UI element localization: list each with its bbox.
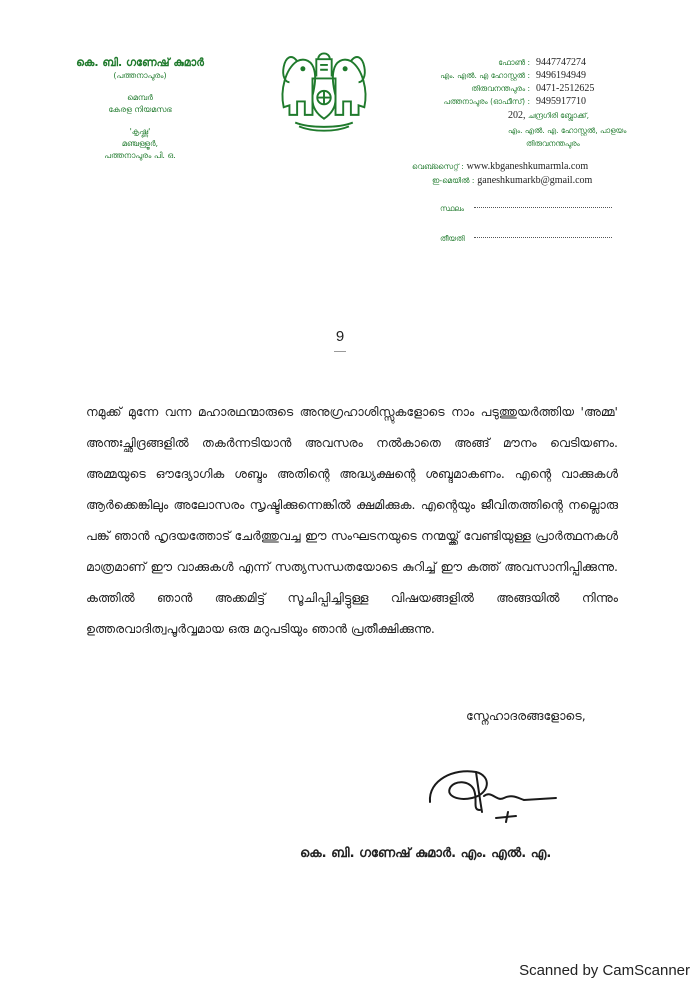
email-label: ഇ-മെയിൽ :	[432, 176, 475, 185]
letterhead-role: മെമ്പർ	[127, 93, 153, 102]
address-line-2: എം. എൽ. എ. ഹോസ്റ്റൽ, പാളയം	[508, 126, 627, 135]
letterhead-body: കേരള നിയമസഭ	[108, 105, 172, 114]
date-dotted-line	[474, 237, 612, 238]
closing-salutation: സ്നേഹാദരങ്ങളോടെ,	[466, 708, 586, 723]
letterhead-left	[40, 56, 240, 162]
room-number: 202,	[508, 110, 526, 121]
signatory-name: കെ. ബി. ഗണേഷ് കുമാർ. എം. എൽ. എ.	[300, 846, 552, 861]
letterhead-locality: മഞ്ചള്ളൂർ,	[121, 139, 159, 148]
office-phone-value: 9495917710	[536, 96, 586, 107]
handwritten-signature	[420, 762, 570, 832]
office-phone-row	[400, 95, 690, 108]
date-label: തീയതി	[440, 234, 465, 243]
letterhead-name: കെ. ബി. ഗണേഷ് കുമാർ	[76, 56, 204, 69]
address-line-3: തിരുവനന്തപുരം	[526, 139, 580, 148]
tvm-phone-value: 0471-2512625	[536, 83, 595, 94]
address-line-1	[508, 110, 688, 121]
block-name: ചന്ദ്രഗിരി ബ്ലോക്ക്,	[527, 111, 589, 120]
letterhead-house-name: 'കൃഷ്ണ'	[129, 127, 151, 136]
phone-row	[400, 56, 690, 69]
place-label: സ്ഥലം	[440, 204, 465, 213]
date-field	[440, 226, 612, 243]
place-field	[440, 196, 612, 213]
email-row	[412, 174, 692, 188]
hostel-phone-label: എം. എൽ. എ ഹോസ്റ്റൽ :	[440, 71, 530, 80]
website-link[interactable]: www.kbganeshkumarmla.com	[466, 161, 589, 172]
page-number-underline	[334, 351, 346, 352]
email-link[interactable]: ganeshkumarkb@gmail.com	[477, 175, 593, 186]
kerala-emblem-icon	[276, 40, 372, 136]
hostel-phone-row	[400, 69, 690, 82]
web-block	[412, 160, 692, 188]
website-row	[412, 160, 692, 174]
hostel-phone-value: 9496194949	[536, 70, 586, 81]
phone-label: ഫോൺ :	[498, 58, 530, 67]
letterhead-constituency: (പത്തനാപുരം)	[113, 71, 167, 80]
office-phone-label: പത്തനാപുരം (ഓഫീസ്) :	[443, 97, 530, 106]
letter-body-paragraph: നമുക്ക് മുന്നേ വന്ന മഹാരഥന്മാരുടെ അനുഗ്രഹാശിസ്സുകളോടെ നാം പടുത്തുയർത്തിയ 'അമ്മ' അന്തഃച്ഛിദ്രങ്ങളിൽ തകർന്നടിയാൻ അവസരം നൽകാതെ അങ്ങ് മൗനം വെടിയണം. അമ്മയുടെ ഔദ്യോഗിക ശബ്ദം അതിന്റെ അദ്ധ്യക്ഷന്റെ ശബ്ദമാകണം. എന്റെ വാക്കുകൾ ആർക്കെങ്കിലും അലോസരം സൃഷ്ടിക്കുന്നെങ്കിൽ ക്ഷമിക്കുക. എന്റെയും ജീവിതത്തിന്റെ നല്ലൊരു പങ്ക് ഞാൻ ഹൃദയത്തോട് ചേർത്തുവച്ച ഈ സംഘടനയുടെ നന്മയ്ക്ക് വേണ്ടിയുള്ള പ്രാർത്ഥനകൾ മാത്രമാണ് ഈ വാക്കുകൾ എന്ന് സത്യസന്ധതയോടെ കുറിച്ച് ഈ കത്ത് അവസാനിപ്പിക്കുന്നു. കത്തിൽ ഞാൻ അക്കമിട്ട് സൂചിപ്പിച്ചിട്ടുള്ള വിഷയങ്ങളിൽ അങ്ങയിൽ നിന്നും ഉത്തരവാദിത്വപൂർവ്വമായ ഒരു മറുപടിയും ഞാൻ പ്രതീക്ഷിക്കുന്നു.	[86, 404, 618, 636]
phone-value: 9447747274	[536, 57, 586, 68]
website-label: വെബ്സൈറ്റ് :	[412, 162, 464, 171]
tvm-phone-label: തിരുവനന്തപുരം :	[471, 84, 530, 93]
page-number: 9	[335, 328, 345, 345]
tvm-phone-row	[400, 82, 690, 95]
letterhead-post: പത്തനാപുരം പി. ഒ.	[104, 151, 176, 160]
scanner-watermark: Scanned by CamScanner	[519, 962, 690, 979]
contact-block	[400, 56, 690, 108]
place-dotted-line	[474, 207, 612, 208]
